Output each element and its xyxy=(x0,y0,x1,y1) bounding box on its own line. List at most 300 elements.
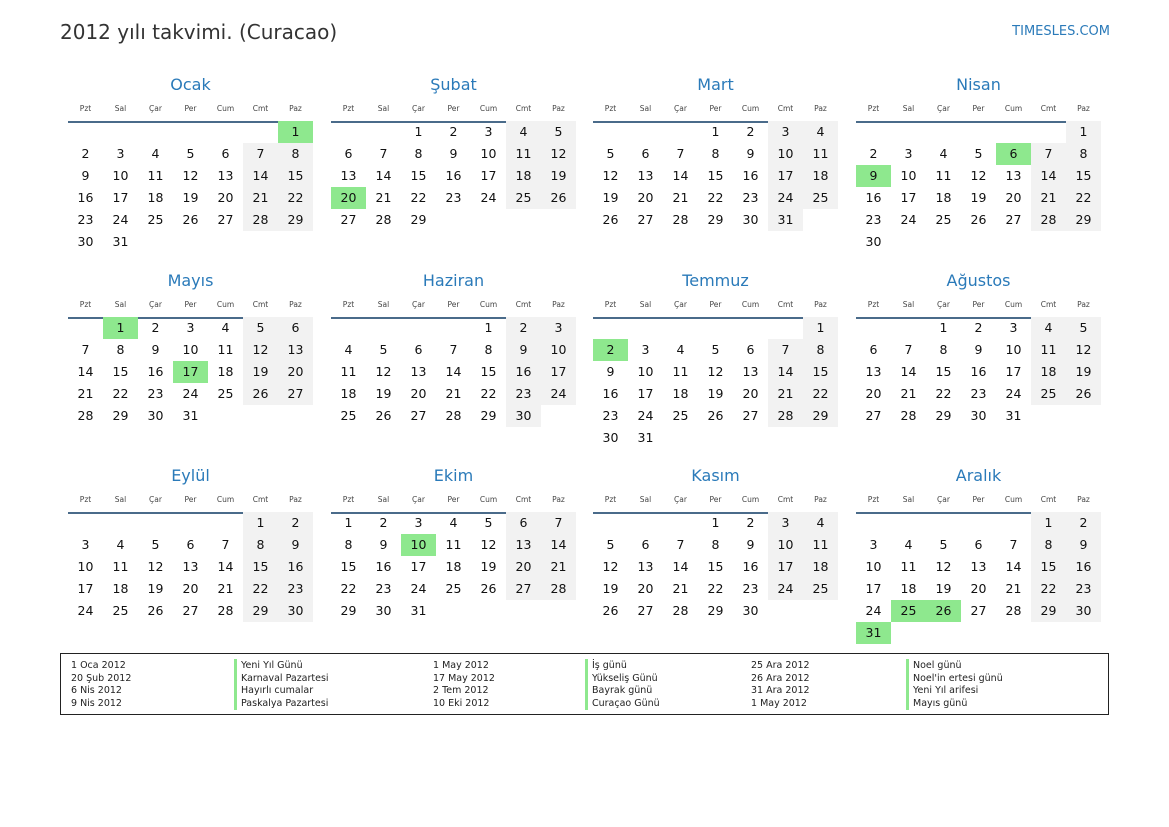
day-cell: 16 xyxy=(865,190,882,205)
day-cell: 24 xyxy=(112,212,129,227)
day-cell: 13 xyxy=(217,168,234,183)
day-cell: 16 xyxy=(742,168,759,183)
day-cell: 11 xyxy=(340,364,357,379)
day-cell: 25 xyxy=(672,408,689,423)
day-cell: 31 xyxy=(1005,408,1022,423)
day-cell: 13 xyxy=(970,559,987,574)
day-cell: 14 xyxy=(445,364,462,379)
day-cell: 24 xyxy=(1005,386,1022,401)
holiday-cell: 31 xyxy=(856,622,891,644)
weekday-header: Paz xyxy=(289,104,302,113)
day-cell: 28 xyxy=(1005,603,1022,618)
day-cell: 11 xyxy=(900,559,917,574)
day-cell: 11 xyxy=(672,364,689,379)
day-cell: 19 xyxy=(182,190,199,205)
day-cell: 11 xyxy=(506,143,541,165)
day-cell: 16 xyxy=(602,386,619,401)
day-cell: 23 xyxy=(445,190,462,205)
day-cell: 9 xyxy=(506,339,541,361)
day-cell: 7 xyxy=(904,342,913,357)
day-cell: 23 xyxy=(1066,578,1101,600)
day-cell: 5 xyxy=(606,146,615,161)
weekday-header: Cmt xyxy=(515,495,532,504)
day-cell: 25 xyxy=(803,187,838,209)
weekday-header: Cmt xyxy=(777,104,794,113)
day-cell: 15 xyxy=(112,364,129,379)
month-title: Aralık xyxy=(955,466,1002,485)
day-cell: 30 xyxy=(506,405,541,427)
day-cell: 28 xyxy=(768,405,803,427)
weekday-header: Pzt xyxy=(604,300,617,309)
day-cell: 28 xyxy=(375,212,392,227)
day-cell: 5 xyxy=(541,121,576,143)
day-cell: 2 xyxy=(278,512,313,534)
day-cell: 11 xyxy=(1031,339,1066,361)
weekday-header: Cmt xyxy=(252,495,269,504)
day-cell: 8 xyxy=(1066,143,1101,165)
day-cell: 17 xyxy=(637,386,654,401)
day-cell: 19 xyxy=(970,190,987,205)
day-cell: 2 xyxy=(379,515,388,530)
day-cell: 14 xyxy=(900,364,917,379)
day-cell: 2 xyxy=(506,317,541,339)
day-cell: 14 xyxy=(672,559,689,574)
weekday-header: Sal xyxy=(377,495,390,504)
day-cell: 23 xyxy=(742,581,759,596)
day-cell: 27 xyxy=(865,408,882,423)
day-cell: 1 xyxy=(711,515,720,530)
day-cell: 29 xyxy=(935,408,952,423)
day-cell: 4 xyxy=(803,121,838,143)
day-cell: 8 xyxy=(803,339,838,361)
weekday-header: Per xyxy=(184,495,197,504)
day-cell: 22 xyxy=(935,386,952,401)
day-cell: 22 xyxy=(1031,578,1066,600)
header-divider xyxy=(593,317,838,319)
day-cell: 20 xyxy=(278,361,313,383)
page-title: 2012 yılı takvimi. (Curacao) xyxy=(60,20,338,44)
day-cell: 24 xyxy=(77,603,94,618)
day-cell: 18 xyxy=(217,364,234,379)
day-cell: 18 xyxy=(803,165,838,187)
day-cell: 11 xyxy=(935,168,952,183)
day-cell: 7 xyxy=(541,512,576,534)
day-cell: 29 xyxy=(1066,209,1101,231)
day-cell: 23 xyxy=(147,386,164,401)
day-cell: 17 xyxy=(77,581,94,596)
day-cell: 6 xyxy=(344,146,353,161)
day-cell: 6 xyxy=(974,537,983,552)
day-cell: 29 xyxy=(410,212,427,227)
day-cell: 3 xyxy=(414,515,423,530)
day-cell: 1 xyxy=(803,317,838,339)
holiday-cell: 2 xyxy=(593,339,628,361)
day-cell: 24 xyxy=(637,408,654,423)
day-cell: 15 xyxy=(480,364,497,379)
day-cell: 10 xyxy=(112,168,129,183)
day-cell: 22 xyxy=(1066,187,1101,209)
day-cell: 11 xyxy=(147,168,164,183)
day-cell: 24 xyxy=(410,581,427,596)
day-cell: 8 xyxy=(711,537,720,552)
weekday-header: Sal xyxy=(377,104,390,113)
day-cell: 2 xyxy=(449,124,458,139)
day-cell: 10 xyxy=(768,534,803,556)
holiday-cell: 20 xyxy=(331,187,366,209)
weekday-header: Sal xyxy=(114,495,127,504)
day-cell: 7 xyxy=(1031,143,1066,165)
day-cell: 31 xyxy=(768,209,803,231)
day-cell: 24 xyxy=(768,187,803,209)
day-cell: 29 xyxy=(1031,600,1066,622)
weekday-header: Paz xyxy=(552,104,565,113)
legend-holiday-name: Yükseliş Günü xyxy=(585,672,658,685)
day-cell: 6 xyxy=(746,342,755,357)
day-cell: 27 xyxy=(217,212,234,227)
holiday-legend xyxy=(60,653,1109,715)
day-cell: 17 xyxy=(768,556,803,578)
weekday-header: Cmt xyxy=(1040,104,1057,113)
day-cell: 26 xyxy=(1066,383,1101,405)
weekday-header: Pzt xyxy=(867,104,880,113)
day-cell: 16 xyxy=(77,190,94,205)
day-cell: 9 xyxy=(606,364,615,379)
day-cell: 12 xyxy=(147,559,164,574)
weekday-header: Çar xyxy=(674,300,687,309)
day-cell: 14 xyxy=(77,364,94,379)
day-cell: 13 xyxy=(182,559,199,574)
day-cell: 18 xyxy=(340,386,357,401)
day-cell: 14 xyxy=(243,165,278,187)
day-cell: 13 xyxy=(742,364,759,379)
day-cell: 16 xyxy=(278,556,313,578)
day-cell: 24 xyxy=(865,603,882,618)
day-cell: 29 xyxy=(480,408,497,423)
weekday-header: Cum xyxy=(741,495,760,504)
day-cell: 13 xyxy=(506,534,541,556)
weekday-header: Pzt xyxy=(79,495,92,504)
weekday-header: Paz xyxy=(552,300,565,309)
day-cell: 26 xyxy=(182,212,199,227)
day-cell: 16 xyxy=(375,559,392,574)
weekday-header: Pzt xyxy=(342,495,355,504)
day-cell: 27 xyxy=(742,408,759,423)
day-cell: 10 xyxy=(900,168,917,183)
day-cell: 9 xyxy=(379,537,388,552)
day-cell: 21 xyxy=(243,187,278,209)
day-cell: 24 xyxy=(182,386,199,401)
legend-holiday-name: İş günü xyxy=(585,659,627,672)
day-cell: 21 xyxy=(217,581,234,596)
day-cell: 12 xyxy=(182,168,199,183)
day-cell: 6 xyxy=(186,537,195,552)
day-cell: 6 xyxy=(641,537,650,552)
month-title: Şubat xyxy=(430,75,477,94)
day-cell: 20 xyxy=(506,556,541,578)
weekday-header: Pzt xyxy=(79,104,92,113)
day-cell: 3 xyxy=(484,124,493,139)
weekday-header: Cmt xyxy=(777,495,794,504)
day-cell: 24 xyxy=(480,190,497,205)
day-cell: 11 xyxy=(217,342,234,357)
day-cell: 5 xyxy=(484,515,493,530)
day-cell: 18 xyxy=(935,190,952,205)
legend-holiday-name: Yeni Yıl arifesi xyxy=(906,684,978,697)
day-cell: 25 xyxy=(803,578,838,600)
weekday-header: Sal xyxy=(639,495,652,504)
header-divider xyxy=(68,121,313,123)
day-cell: 19 xyxy=(541,165,576,187)
day-cell: 3 xyxy=(768,121,803,143)
day-cell: 3 xyxy=(81,537,90,552)
day-cell: 31 xyxy=(182,408,199,423)
weekday-header: Per xyxy=(184,104,197,113)
day-cell: 30 xyxy=(742,212,759,227)
day-cell: 8 xyxy=(344,537,353,552)
weekday-header: Cum xyxy=(216,300,235,309)
day-cell: 10 xyxy=(480,146,497,161)
day-cell: 5 xyxy=(1066,317,1101,339)
weekday-header: Per xyxy=(184,300,197,309)
weekday-header: Çar xyxy=(412,495,425,504)
day-cell: 2 xyxy=(81,146,90,161)
day-cell: 12 xyxy=(707,364,724,379)
day-cell: 19 xyxy=(602,581,619,596)
weekday-header: Paz xyxy=(289,300,302,309)
day-cell: 26 xyxy=(375,408,392,423)
day-cell: 15 xyxy=(278,165,313,187)
day-cell: 8 xyxy=(711,146,720,161)
weekday-header: Çar xyxy=(937,104,950,113)
day-cell: 4 xyxy=(939,146,948,161)
day-cell: 21 xyxy=(1005,581,1022,596)
day-cell: 20 xyxy=(1005,190,1022,205)
weekday-header: Çar xyxy=(674,104,687,113)
day-cell: 26 xyxy=(602,603,619,618)
day-cell: 15 xyxy=(803,361,838,383)
day-cell: 19 xyxy=(147,581,164,596)
holiday-cell: 9 xyxy=(856,165,891,187)
day-cell: 10 xyxy=(182,342,199,357)
day-cell: 28 xyxy=(900,408,917,423)
weekday-header: Cmt xyxy=(515,300,532,309)
weekday-header: Cum xyxy=(1004,300,1023,309)
day-cell: 12 xyxy=(541,143,576,165)
day-cell: 22 xyxy=(480,386,497,401)
weekday-header: Cmt xyxy=(777,300,794,309)
day-cell: 22 xyxy=(410,190,427,205)
day-cell: 2 xyxy=(746,515,755,530)
day-cell: 26 xyxy=(480,581,497,596)
weekday-header: Sal xyxy=(114,104,127,113)
day-cell: 8 xyxy=(939,342,948,357)
day-cell: 4 xyxy=(344,342,353,357)
day-cell: 2 xyxy=(746,124,755,139)
day-cell: 17 xyxy=(865,581,882,596)
legend-holiday-name: Paskalya Pazartesi xyxy=(234,697,328,710)
day-cell: 30 xyxy=(1066,600,1101,622)
day-cell: 12 xyxy=(243,339,278,361)
day-cell: 30 xyxy=(77,234,94,249)
weekday-header: Cum xyxy=(741,300,760,309)
day-cell: 28 xyxy=(243,209,278,231)
weekday-header: Çar xyxy=(149,495,162,504)
holiday-cell: 26 xyxy=(926,600,961,622)
day-cell: 21 xyxy=(768,383,803,405)
day-cell: 27 xyxy=(340,212,357,227)
day-cell: 16 xyxy=(742,559,759,574)
day-cell: 30 xyxy=(865,234,882,249)
day-cell: 27 xyxy=(1005,212,1022,227)
day-cell: 17 xyxy=(1005,364,1022,379)
day-cell: 12 xyxy=(602,168,619,183)
weekday-header: Cum xyxy=(479,495,498,504)
day-cell: 20 xyxy=(970,581,987,596)
day-cell: 13 xyxy=(865,364,882,379)
weekday-header: Paz xyxy=(814,300,827,309)
day-cell: 20 xyxy=(742,386,759,401)
day-cell: 12 xyxy=(1066,339,1101,361)
day-cell: 25 xyxy=(1031,383,1066,405)
weekday-header: Sal xyxy=(902,495,915,504)
day-cell: 8 xyxy=(243,534,278,556)
weekday-header: Pzt xyxy=(867,300,880,309)
day-cell: 9 xyxy=(746,146,755,161)
day-cell: 22 xyxy=(278,187,313,209)
weekday-header: Sal xyxy=(902,300,915,309)
day-cell: 27 xyxy=(182,603,199,618)
day-cell: 5 xyxy=(939,537,948,552)
day-cell: 12 xyxy=(935,559,952,574)
day-cell: 28 xyxy=(672,603,689,618)
day-cell: 15 xyxy=(243,556,278,578)
day-cell: 22 xyxy=(803,383,838,405)
weekday-header: Çar xyxy=(149,300,162,309)
month-title: Ağustos xyxy=(946,271,1011,290)
day-cell: 7 xyxy=(81,342,90,357)
day-cell: 23 xyxy=(970,386,987,401)
day-cell: 19 xyxy=(480,559,497,574)
day-cell: 30 xyxy=(742,603,759,618)
legend-holiday-name: Hayırlı cumalar xyxy=(234,684,313,697)
day-cell: 25 xyxy=(445,581,462,596)
month-title: Temmuz xyxy=(682,271,749,290)
day-cell: 9 xyxy=(1066,534,1101,556)
day-cell: 1 xyxy=(414,124,423,139)
weekday-header: Per xyxy=(447,104,460,113)
month-title: Haziran xyxy=(422,271,485,290)
day-cell: 13 xyxy=(637,168,654,183)
day-cell: 23 xyxy=(865,212,882,227)
day-cell: 10 xyxy=(541,339,576,361)
holiday-cell: 1 xyxy=(278,121,313,143)
day-cell: 17 xyxy=(541,361,576,383)
day-cell: 25 xyxy=(112,603,129,618)
brand-link[interactable]: TIMESLES.COM xyxy=(1012,24,1110,39)
legend-date: 1 May 2012 xyxy=(751,697,807,709)
day-cell: 2 xyxy=(974,320,983,335)
day-cell: 13 xyxy=(278,339,313,361)
holiday-cell: 6 xyxy=(996,143,1031,165)
day-cell: 5 xyxy=(151,537,160,552)
day-cell: 9 xyxy=(151,342,160,357)
day-cell: 12 xyxy=(480,537,497,552)
day-cell: 16 xyxy=(147,364,164,379)
month-title: Kasım xyxy=(691,466,740,485)
month-title: Eylül xyxy=(171,466,210,485)
weekday-header: Per xyxy=(972,300,985,309)
day-cell: 20 xyxy=(410,386,427,401)
day-cell: 5 xyxy=(186,146,195,161)
day-cell: 9 xyxy=(974,342,983,357)
day-cell: 15 xyxy=(1031,556,1066,578)
day-cell: 2 xyxy=(151,320,160,335)
day-cell: 14 xyxy=(375,168,392,183)
day-cell: 18 xyxy=(506,165,541,187)
day-cell: 18 xyxy=(672,386,689,401)
day-cell: 10 xyxy=(865,559,882,574)
weekday-header: Cmt xyxy=(1040,495,1057,504)
legend-date: 31 Ara 2012 xyxy=(751,685,810,696)
day-cell: 31 xyxy=(637,430,654,445)
day-cell: 18 xyxy=(1031,361,1066,383)
legend-date: 2 Tem 2012 xyxy=(433,685,489,696)
day-cell: 29 xyxy=(340,603,357,618)
month-title: Nisan xyxy=(956,75,1001,94)
day-cell: 28 xyxy=(217,603,234,618)
day-cell: 15 xyxy=(410,168,427,183)
weekday-header: Per xyxy=(709,104,722,113)
day-cell: 6 xyxy=(414,342,423,357)
day-cell: 7 xyxy=(676,537,685,552)
day-cell: 7 xyxy=(768,339,803,361)
day-cell: 5 xyxy=(243,317,278,339)
legend-date: 1 Oca 2012 xyxy=(71,660,126,671)
legend-holiday-name: Mayıs günü xyxy=(906,697,967,710)
day-cell: 29 xyxy=(278,209,313,231)
day-cell: 17 xyxy=(410,559,427,574)
day-cell: 30 xyxy=(375,603,392,618)
weekday-header: Sal xyxy=(639,104,652,113)
weekday-header: Cmt xyxy=(1040,300,1057,309)
day-cell: 19 xyxy=(602,190,619,205)
day-cell: 6 xyxy=(278,317,313,339)
weekday-header: Çar xyxy=(412,300,425,309)
day-cell: 10 xyxy=(637,364,654,379)
day-cell: 26 xyxy=(147,603,164,618)
day-cell: 21 xyxy=(672,190,689,205)
day-cell: 3 xyxy=(904,146,913,161)
legend-holiday-name: Noel günü xyxy=(906,659,962,672)
day-cell: 23 xyxy=(506,383,541,405)
legend-date: 6 Nis 2012 xyxy=(71,685,122,696)
day-cell: 22 xyxy=(707,581,724,596)
day-cell: 25 xyxy=(217,386,234,401)
weekday-header: Sal xyxy=(902,104,915,113)
weekday-header: Çar xyxy=(674,495,687,504)
weekday-header: Sal xyxy=(114,300,127,309)
legend-date: 1 May 2012 xyxy=(433,660,489,671)
weekday-header: Sal xyxy=(377,300,390,309)
day-cell: 28 xyxy=(1031,209,1066,231)
day-cell: 24 xyxy=(768,578,803,600)
weekday-header: Çar xyxy=(937,495,950,504)
day-cell: 11 xyxy=(112,559,129,574)
day-cell: 21 xyxy=(1031,187,1066,209)
day-cell: 14 xyxy=(217,559,234,574)
day-cell: 23 xyxy=(375,581,392,596)
day-cell: 27 xyxy=(410,408,427,423)
